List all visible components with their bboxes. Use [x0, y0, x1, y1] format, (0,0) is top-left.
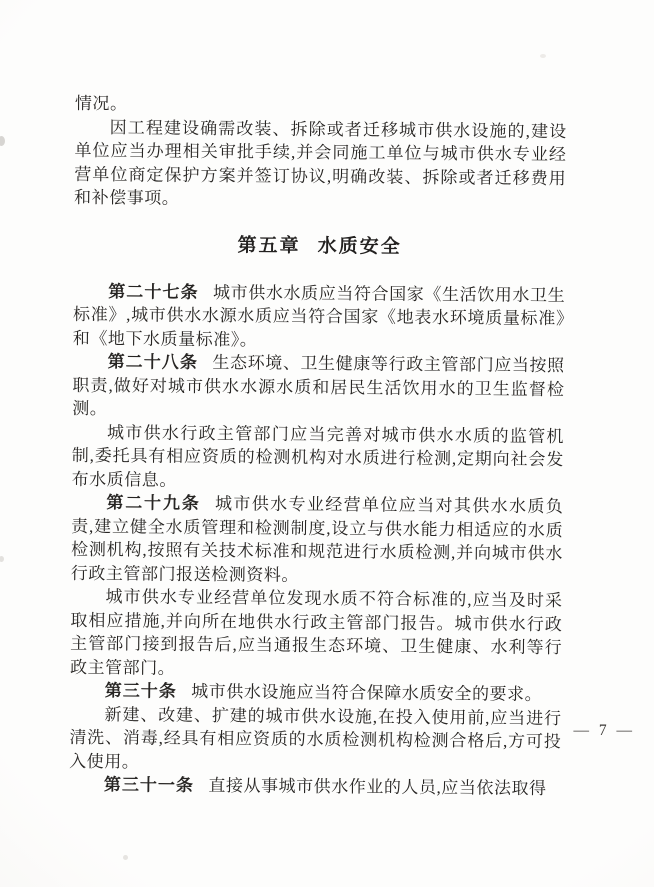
article-number-label: 第三十一条: [103, 775, 195, 795]
article-number-label: 第二十七条: [108, 281, 199, 302]
article-paragraph: [71, 491, 564, 589]
body-paragraph: 情况。: [74, 93, 128, 114]
article-number-label: 第二十八条: [107, 352, 199, 372]
article-text: 城市供水专业经营单位应当对其供水水质负责,建立健全水质管理和检测制度,设立与供水能力相适应的水质检测机构,按照有关技术标准和规范进行水质检测,并向城市供水行政主管部门报送检测资料。: [70, 494, 564, 585]
article-text: 直接从事城市供水作业的人员,应当依法取得: [208, 776, 547, 798]
article-paragraph: [72, 350, 565, 425]
chapter-heading: [74, 232, 566, 260]
article-number-label: 第三十条: [104, 681, 177, 701]
article-number-label: 第二十九条: [106, 493, 201, 513]
scan-speck: [123, 855, 128, 860]
article-paragraph: [73, 279, 566, 354]
chapter-title: 水质安全: [317, 235, 402, 258]
page-number: — 7 —: [573, 722, 635, 739]
article-text: 城市供水水质应当符合国家《生活饮用水卫生标准》,城市供水水源水质应当符合国家《地表水环境质量标准》和《地下水质量标准》。: [72, 282, 566, 349]
body-paragraph: 城市供水行政主管部门应当完善对城市供水水质的监管机制,委托具有相应资质的检测机构对水质进行检测,定期向社会发布水质信息。: [71, 422, 565, 490]
article-text: 城市供水设施应当符合保障水质安全的要求。: [191, 681, 543, 704]
article-paragraph: [70, 679, 562, 707]
chapter-label: 第五章: [237, 234, 301, 257]
document-body: [69, 92, 567, 801]
body-paragraph: 新建、改建、扩建的城市供水设施,在投入使用前,应当进行清洗、消毒,经具有相应资质的水质检测机构检测合格后,方可投入使用。: [69, 704, 562, 771]
article-text: 生态环境、卫生健康等行政主管部门应当按照职责,做好对城市供水水源水质和居民生活饮用水的卫生监督检测。: [72, 353, 565, 419]
body-paragraph: 城市供水专业经营单位发现水质不符合标准的,应当及时采取相应措施,并向所在地供水行政主管部门报告。城市供水行政主管部门接到报告后,应当通报生态环境、卫生健康、水利等行政主管部门。: [69, 587, 563, 678]
body-paragraph: 因工程建设确需改装、拆除或者迁移城市供水设施的,建设单位应当办理相关审批手续,并会同施工单位与城市供水专业经营单位商定保护方案并签订协议,明确改装、拆除或者迁移费用和补偿事项。: [74, 117, 567, 208]
article-paragraph: [69, 773, 561, 801]
scan-speck: [540, 54, 546, 58]
